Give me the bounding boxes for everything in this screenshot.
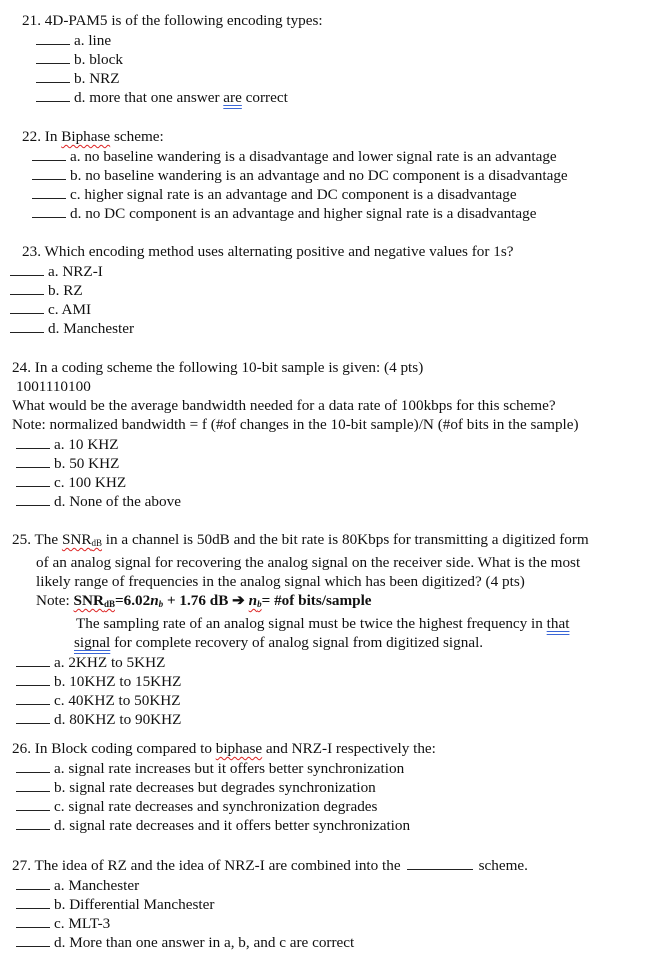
- answer-blank[interactable]: [16, 815, 50, 830]
- option-label: c. MLT-3: [54, 915, 111, 932]
- answer-blank[interactable]: [16, 709, 50, 724]
- option-label: a. 2KHZ to 5KHZ: [54, 654, 166, 671]
- answer-blank[interactable]: [16, 875, 50, 890]
- answer-blank[interactable]: [16, 652, 50, 667]
- snr-subscript: dB: [91, 538, 102, 548]
- question-text: In Block coding compared to: [34, 740, 216, 757]
- formula: =6.02: [114, 592, 151, 609]
- question-number: 22.: [22, 128, 41, 145]
- option-label: d. signal rate decreases and it offers better synchronization: [54, 817, 411, 834]
- question-note: Note: normalized bandwidth = f (#of changes in the 10-bit sample)/N (#of bits in the sample): [12, 416, 579, 433]
- option-b: [22, 49, 650, 68]
- option-label: b. signal rate decreases but degrades synchronization: [54, 779, 376, 796]
- answer-blank[interactable]: [16, 472, 50, 487]
- option-label: b. NRZ: [74, 70, 120, 87]
- answer-blank[interactable]: [16, 777, 50, 792]
- option-c: [12, 913, 650, 932]
- option-d: [12, 709, 650, 728]
- nb-subscript: b: [158, 599, 164, 609]
- nb-var: n: [150, 592, 159, 609]
- question-text: The idea of RZ and the idea of NRZ-I are combined into the: [34, 857, 401, 874]
- answer-blank[interactable]: [32, 184, 66, 199]
- question-line: of an analog signal for recovering the analog signal on the receiver side. What is the most: [36, 554, 581, 571]
- question-text-end: in a channel is 50dB and the bit rate is 80Kbps for transmitting a digitized form: [102, 531, 589, 548]
- option-label: a. signal rate increases but it offers better synchronization: [54, 760, 405, 777]
- option-c: [12, 690, 650, 709]
- question-number: 21.: [22, 12, 41, 29]
- formula-def: = #of bits/sample: [261, 592, 372, 609]
- option-label: c. 100 KHZ: [54, 474, 127, 491]
- answer-blank[interactable]: [36, 68, 70, 83]
- option-label: b. block: [74, 51, 123, 68]
- answer-blank[interactable]: [32, 165, 66, 180]
- nb-var: n: [248, 592, 258, 609]
- answer-blank[interactable]: [16, 671, 50, 686]
- answer-blank[interactable]: [32, 146, 66, 161]
- option-a: [12, 652, 650, 671]
- question-title: [12, 855, 650, 875]
- bit-sample: 1001110100: [16, 378, 91, 395]
- option-a: [22, 261, 650, 280]
- question-text-end: and NRZ-I respectively the:: [262, 740, 436, 757]
- option-b: [22, 280, 650, 299]
- option-a: [12, 434, 650, 453]
- answer-blank[interactable]: [36, 49, 70, 64]
- question-text: 4D-PAM5 is of the following encoding types:: [44, 12, 323, 29]
- answer-blank[interactable]: [10, 280, 44, 295]
- grammar-flag: that: [546, 615, 570, 632]
- answer-blank[interactable]: [10, 299, 44, 314]
- question-26: [12, 739, 650, 834]
- question-25: [12, 530, 650, 728]
- question-title: [22, 242, 650, 261]
- option-label: d. 80KHZ to 90KHZ: [54, 711, 182, 728]
- question-title: [12, 530, 650, 553]
- option-a: [22, 146, 650, 165]
- option-b: [12, 894, 650, 913]
- option-b: [22, 165, 650, 184]
- question-21: [22, 11, 650, 106]
- answer-blank[interactable]: [16, 758, 50, 773]
- option-label: d. More than one answer in a, b, and c are correct: [54, 934, 355, 951]
- question-text: In: [44, 128, 62, 145]
- spelling-flag: biphase: [215, 740, 263, 757]
- question-text: The: [34, 531, 62, 548]
- question-line: likely range of frequencies in the analog signal which has been digitized? (4 pts): [36, 573, 525, 590]
- question-24: [12, 358, 650, 510]
- option-label: d. no DC component is an advantage and higher signal rate is a disadvantage: [70, 205, 537, 222]
- question-number: 25.: [12, 531, 31, 548]
- option-label: b. no baseline wandering is an advantage and no DC component is a disadvantage: [70, 167, 568, 184]
- question-number: 23.: [22, 243, 41, 260]
- option-label: d. more that one answer: [74, 89, 224, 106]
- snr-text: SNR: [73, 592, 104, 609]
- option-label: c. higher signal rate is an advantage and DC component is a disadvantage: [70, 186, 517, 203]
- arrow-icon: ➔: [232, 592, 245, 609]
- answer-blank[interactable]: [16, 434, 50, 449]
- spelling-flag: [74, 592, 115, 609]
- question-text: In a coding scheme the following 10-bit sample is given: (4 pts): [34, 359, 424, 376]
- option-label: a. 10 KHZ: [54, 436, 119, 453]
- option-label: c. signal rate decreases and synchronization degrades: [54, 798, 378, 815]
- question-number: 24.: [12, 359, 31, 376]
- answer-blank[interactable]: [16, 932, 50, 947]
- option-c: [22, 299, 650, 318]
- note-label: Note:: [36, 592, 74, 609]
- option-label: b. RZ: [48, 282, 83, 299]
- question-line: What would be the average bandwidth needed for a data rate of 100kbps for this scheme?: [12, 397, 556, 414]
- note-text: The sampling rate of an analog signal must be twice the highest frequency in: [76, 615, 547, 632]
- spelling-flag: Biphase: [61, 128, 111, 145]
- question-note-3: [12, 633, 650, 652]
- option-b: [12, 671, 650, 690]
- option-label: c. 40KHZ to 50KHZ: [54, 692, 181, 709]
- option-d: [22, 318, 650, 337]
- option-c: [22, 184, 650, 203]
- question-text-end: scheme:: [110, 128, 164, 145]
- nb-subscript: b: [257, 599, 262, 609]
- grammar-flag: signal: [74, 634, 111, 651]
- question-note: [12, 591, 650, 614]
- option-d: [12, 815, 650, 834]
- option-label-end: correct: [241, 89, 288, 106]
- snr-subscript: dB: [103, 599, 115, 609]
- answer-blank[interactable]: [16, 796, 50, 811]
- option-d: [12, 491, 650, 510]
- option-b2: [22, 68, 650, 87]
- spelling-flag: [62, 531, 102, 548]
- note-text: for complete recovery of analog signal from digitized signal.: [110, 634, 484, 651]
- option-label: a. line: [74, 32, 112, 49]
- option-b: [12, 777, 650, 796]
- answer-blank[interactable]: [36, 87, 70, 102]
- fill-in-blank[interactable]: [407, 855, 473, 870]
- option-label: a. no baseline wandering is a disadvantage and lower signal rate is an advantage: [70, 148, 557, 165]
- option-c: [12, 796, 650, 815]
- answer-blank[interactable]: [16, 913, 50, 928]
- answer-blank[interactable]: [10, 318, 44, 333]
- answer-blank[interactable]: [16, 453, 50, 468]
- option-label: c. AMI: [48, 301, 92, 318]
- option-label: b. Differential Manchester: [54, 896, 215, 913]
- grammar-flag: are: [223, 89, 242, 106]
- question-23: [22, 242, 650, 337]
- option-b: [12, 453, 650, 472]
- question-text: Which encoding method uses alternating positive and negative values for 1s?: [44, 243, 514, 260]
- question-title: [22, 11, 650, 30]
- question-22: [22, 127, 650, 222]
- question-number: 26.: [12, 740, 31, 757]
- answer-blank[interactable]: [16, 690, 50, 705]
- question-text-end: scheme.: [478, 857, 528, 874]
- answer-blank[interactable]: [36, 30, 70, 45]
- answer-blank[interactable]: [16, 491, 50, 506]
- answer-blank[interactable]: [10, 261, 44, 276]
- spelling-flag: [249, 592, 262, 609]
- option-label: a. Manchester: [54, 877, 140, 894]
- formula: + 1.76 dB: [163, 592, 233, 609]
- snr-text: SNR: [61, 531, 92, 548]
- option-d: [12, 932, 650, 951]
- question-number: 27.: [12, 857, 31, 874]
- option-label: a. NRZ-I: [48, 263, 103, 280]
- question-title: [12, 739, 650, 758]
- question-title: [12, 358, 650, 377]
- question-title: [22, 127, 650, 146]
- option-a: [12, 758, 650, 777]
- option-label: b. 50 KHZ: [54, 455, 120, 472]
- option-a: [22, 30, 650, 49]
- question-note-2: [12, 614, 650, 633]
- answer-blank[interactable]: [16, 894, 50, 909]
- answer-blank[interactable]: [32, 203, 66, 218]
- option-d: [22, 87, 650, 106]
- question-27: [12, 855, 650, 951]
- option-c: [12, 472, 650, 491]
- option-label: d. Manchester: [48, 320, 135, 337]
- option-label: b. 10KHZ to 15KHZ: [54, 673, 182, 690]
- option-a: [12, 875, 650, 894]
- option-d: [22, 203, 650, 222]
- option-label: d. None of the above: [54, 493, 181, 510]
